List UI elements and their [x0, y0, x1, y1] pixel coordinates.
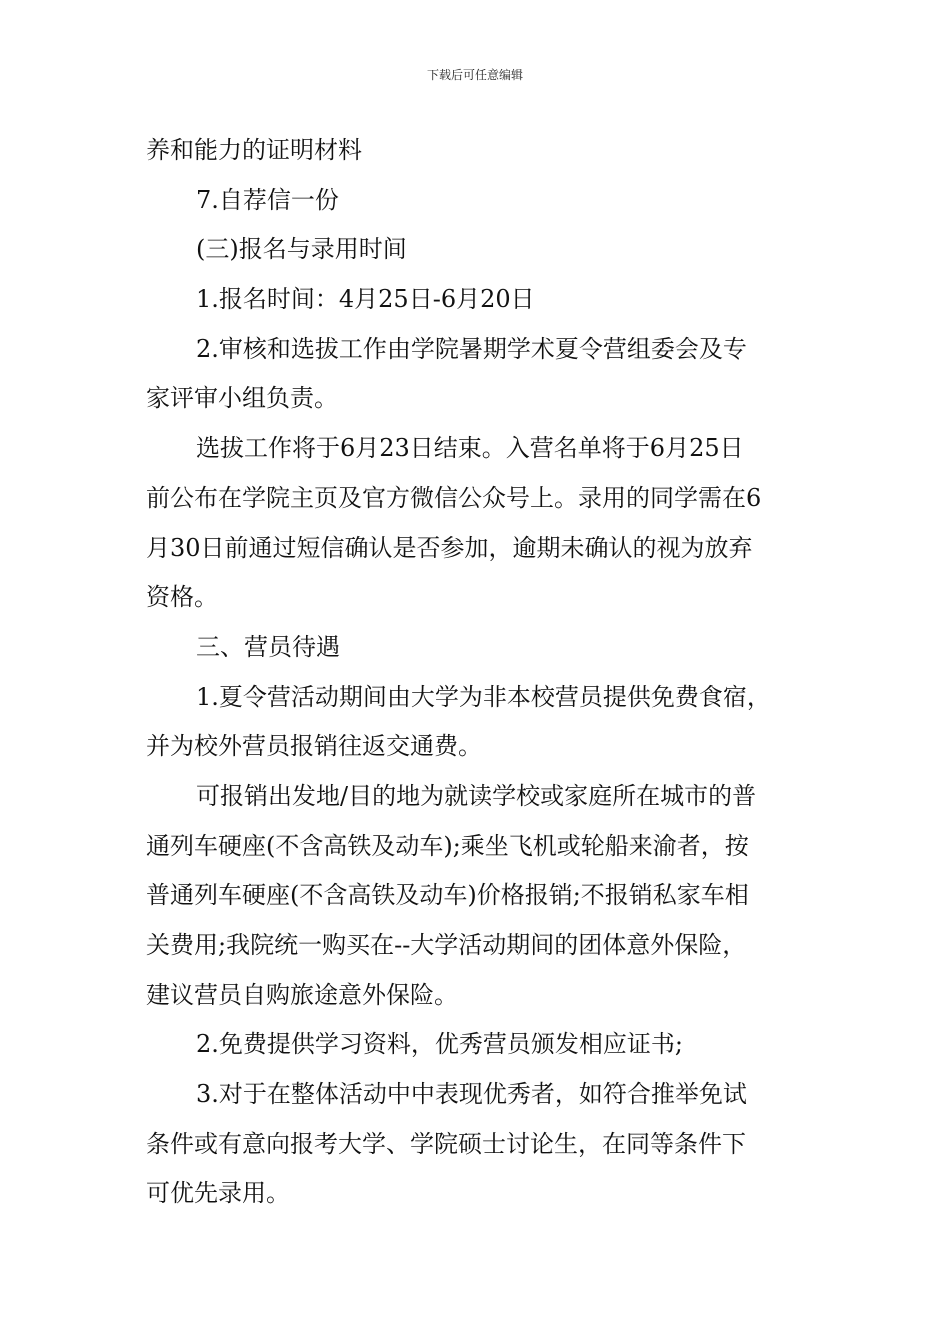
- text-line: 2.审核和选拔工作由学院暑期学术夏令营组委会及专: [196, 334, 747, 363]
- text-line: 通列车硬座(不含高铁及动车);乘坐飞机或轮船来渝者，按: [146, 831, 749, 860]
- text-line: 家评审小组负责。: [146, 384, 338, 413]
- text-line: 选拔工作将于6月23日结束。入营名单将于6月25日: [196, 434, 744, 463]
- text-line: 建议营员自购旅途意外保险。: [146, 980, 458, 1009]
- text-line: 1.报名时间：4月25日-6月20日: [196, 285, 535, 314]
- text-line: 前公布在学院主页及官方微信公众号上。录用的同学需在6: [146, 483, 762, 512]
- text-line: 3.对于在整体活动中中表现优秀者，如符合推举免试: [196, 1080, 747, 1109]
- text-line: (三)报名与录用时间: [196, 235, 407, 264]
- text-line: 2.免费提供学习资料，优秀营员颁发相应证书;: [196, 1030, 683, 1059]
- text-line: 可优先录用。: [146, 1179, 290, 1208]
- text-line: 关费用;我院统一购买在--大学活动期间的团体意外保险，: [146, 931, 747, 959]
- document-body: [146, 126, 826, 1219]
- text-line: 三、营员待遇: [196, 632, 340, 661]
- text-line: 资格。: [146, 583, 218, 612]
- text-line: 1.夏令营活动期间由大学为非本校营员提供免费食宿，: [196, 682, 771, 711]
- text-line: 普通列车硬座(不含高铁及动车)价格报销;不报销私家车相: [146, 881, 749, 910]
- text-line: 条件或有意向报考大学、学院硕士讨论生，在同等条件下: [146, 1129, 746, 1158]
- page-header: 下载后可任意编辑: [426, 68, 523, 82]
- text-line: 可报销出发地/目的地为就读学校或家庭所在城市的普: [196, 781, 757, 810]
- text-line: 月30日前通过短信确认是否参加，逾期未确认的视为放弃: [146, 533, 753, 562]
- text-line: 7.自荐信一份: [196, 185, 339, 214]
- text-line: 养和能力的证明材料: [146, 136, 362, 164]
- text-line: 并为校外营员报销往返交通费。: [146, 732, 482, 761]
